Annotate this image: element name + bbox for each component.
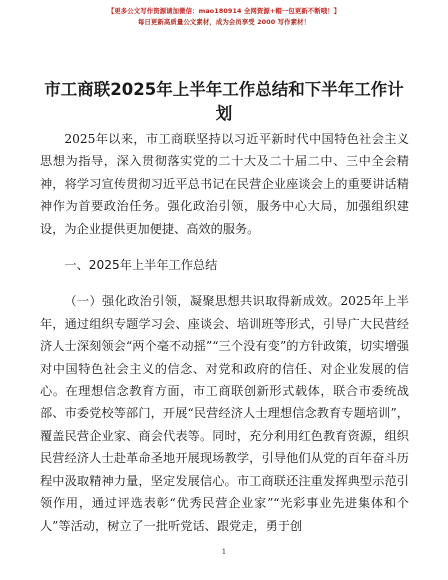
section-paragraph: （一）强化政治引领，凝聚思想共识取得新成效。2025年上半年，通过组织专题学习会、座谈会、培训班等形式，引导广大民营经济人士深刻领会“两个毫不动摇”“三个没有变”的方针政策，切实增强对中国特色社会主义的信念、对党和政府的信任、对企业发展的信心。在理想信念教育方面，市工商联创新形式载体，联合市委统战部、市委党校等部门，开展“民营经济人士理想信念教育专题培训”，覆盖民营企业家、商会代表等。同时，充分利用红色教育资源，组织民营经济人士赴革命圣地开展现场教学，引导他们从党的百年奋斗历程中汲取精神力量，坚定发展信心。市工商联还注重发挥典型示范引领作用，通过评选表彰“优秀民营企业家”“光彩事业先进集体和个人”等活动，树立了一批听党话、跟党走，勇于创 [40, 294, 409, 533]
paragraph-gap [40, 276, 409, 290]
document-body [40, 128, 409, 537]
section-heading: 一、2025年上半年工作总结 [64, 258, 218, 273]
paragraph-gap [40, 240, 409, 254]
promo-header [0, 6, 448, 28]
promo-line-1: 【更多公文写作资源请加微信：mao180914 全网资源+帽一包更新不断哦！】 [107, 7, 341, 15]
promo-line-2: 每日更新高质量公文素材，成为会员享受 2000 写作素材！ [137, 18, 311, 26]
page-number: 1 [221, 548, 227, 556]
intro-paragraph: 2025年以来，市工商联坚持以习近平新时代中国特色社会主义思想为指导，深入贯彻落实党的二十大及二十届二中、三中全会精神，将学习宣传贯彻习近平总书记在民营企业座谈会上的重要讲话精神作为首要政治任务。强化政治引领，服务中心大局，加强组织建设，为企业提供更加便捷、高效的服务。 [40, 132, 409, 236]
document-title: 市工商联2025年上半年工作总结和下半年工作计划 [44, 80, 404, 123]
